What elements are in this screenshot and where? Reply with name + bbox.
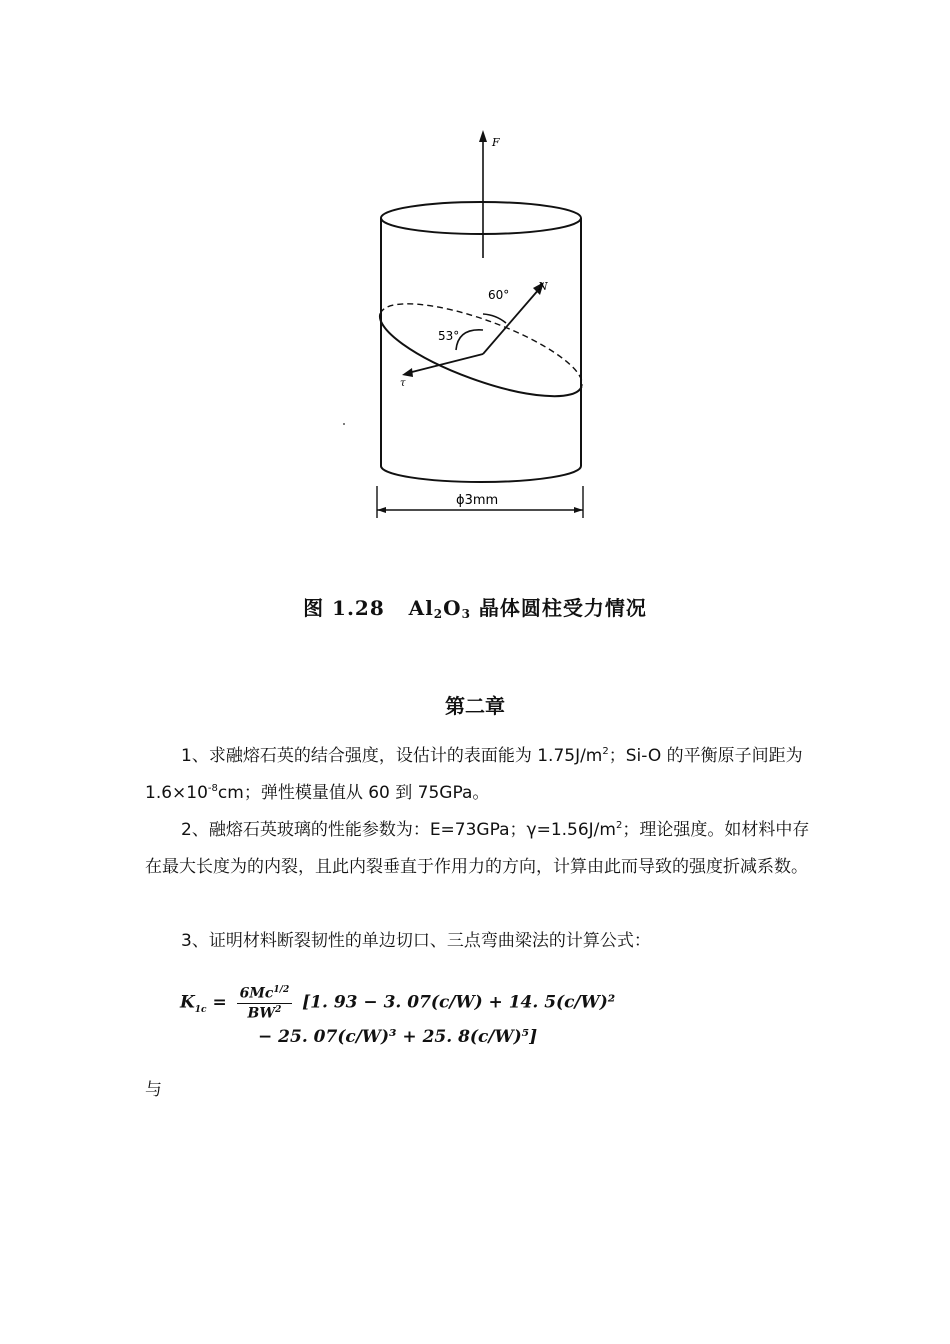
fracture-toughness-formula [180, 975, 740, 1065]
force-arrow-head [479, 130, 487, 142]
formula-denominator-sup: 2 [275, 1004, 282, 1015]
cylinder-top-ellipse [381, 202, 581, 234]
dim-arrow-right [574, 507, 583, 513]
problem-2-part-a: 2、融熔石英玻璃的性能参数为：E=73GPa；γ=1.56J/m [181, 820, 616, 840]
problem-2-part-b: ；理论强度。如材料中存在最大长度为的内裂，且此内裂垂直于作用力的方向，计算由此而导致的强度折减系数。 [145, 820, 810, 877]
angle-60-label: 60° [488, 288, 510, 302]
formula-bracket-line-1: [1. 93 − 3. 07(c/W) + 14. 5(c/W)² [302, 992, 616, 1013]
shear-label: τ [400, 378, 406, 389]
shear-arrow-head [402, 368, 413, 377]
angle-arc-53 [456, 330, 483, 350]
caption-formula-o: O [443, 596, 462, 620]
caption-suffix: 晶体圆柱受力情况 [478, 596, 647, 620]
formula-numerator-sup: 1/2 [273, 985, 290, 995]
formula-line-2: − 25. 07(c/W)³ + 25. 8(c/W)⁵] [258, 1027, 538, 1047]
caption-prefix: 图 1.28 [303, 596, 385, 620]
figure-caption [0, 592, 950, 621]
formula-lhs-sub: 1c [194, 1005, 207, 1016]
normal-label: N [538, 280, 548, 293]
inclined-plane [370, 285, 592, 415]
force-label: F [492, 136, 500, 149]
angle-arc-60 [483, 314, 506, 323]
cylinder-diagram [340, 118, 610, 538]
caption-formula-sub2: 3 [461, 607, 471, 621]
problem-1-sup-1: 2 [602, 746, 609, 757]
problem-1-part-a: 1、求融熔石英的结合强度，设估计的表面能为 1.75J/m [181, 746, 603, 766]
formula-denominator: BW [247, 1005, 276, 1022]
stray-dot [343, 423, 345, 425]
chapter-title: 第二章 [445, 694, 505, 718]
formula-line-1 [180, 985, 615, 1021]
problem-2-sup: 2 [615, 820, 623, 831]
diameter-label: ϕ3mm [456, 493, 499, 508]
problem-1 [145, 738, 825, 812]
problem-2 [145, 812, 825, 886]
problem-1-sup-2: -8 [207, 783, 218, 794]
formula-numerator: 6Mc [239, 985, 274, 1002]
dim-arrow-left [377, 507, 386, 513]
cylinder-force-figure [340, 118, 610, 538]
caption-formula-sub1: 2 [433, 607, 444, 621]
shear-arrow-line [408, 354, 483, 373]
formula-lhs: K [180, 992, 195, 1013]
formula-eq: = [212, 992, 227, 1013]
formula-fraction [237, 985, 293, 1021]
caption-formula-al: Al [408, 596, 434, 620]
problem-1-part-b: ；Si-O 的平衡原子间距为 1.6×10 [145, 746, 803, 803]
angle-53-label: 53° [438, 329, 460, 343]
cylinder-bottom-arc [381, 466, 581, 482]
trailing-text: 与 [145, 1080, 162, 1100]
problem-1-part-c: cm；弹性模量值从 60 到 75GPa。 [217, 783, 490, 803]
problem-3: 3、证明材料断裂韧性的单边切口、三点弯曲梁法的计算公式： [181, 931, 651, 951]
